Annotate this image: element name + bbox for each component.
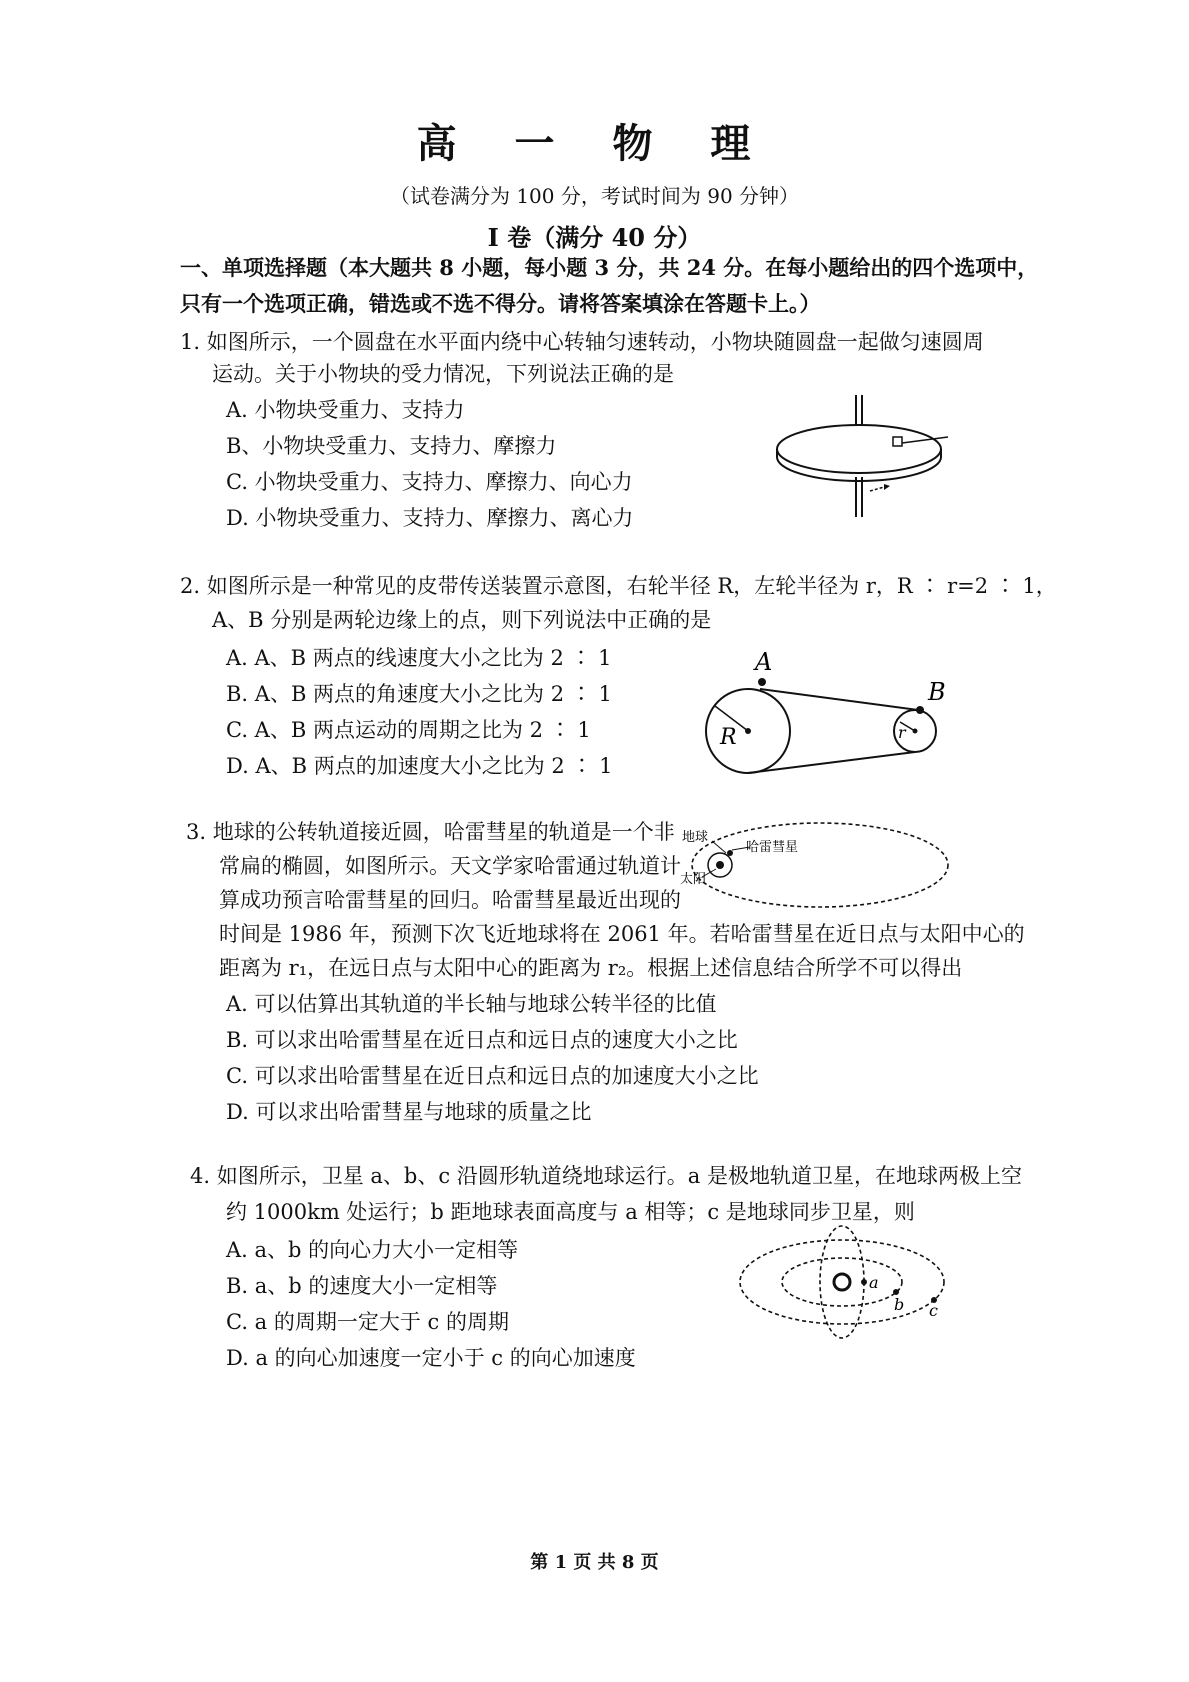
- q1-option-a: A. 小物块受重力、支持力: [226, 398, 465, 422]
- q3-stem-line4: 时间是 1986 年，预测下次飞近地球将在 2061 年。若哈雷彗星在近日点与太阳中心的: [219, 922, 1025, 946]
- q4-option-a: A. a、b 的向心力大小一定相等: [226, 1238, 519, 1262]
- q3-stem-line5: 距离为 r₁，在远日点与太阳中心的距离为 r₂。根据上述信息结合所学不可以得出: [219, 956, 963, 980]
- page-title: 高 一 物 理: [416, 120, 773, 167]
- q4-option-d: D. a 的向心加速度一定小于 c 的向心加速度: [226, 1346, 636, 1370]
- q2-label-big-r: R: [720, 725, 737, 750]
- q3-stem-line2: 常扁的椭圆，如图所示。天文学家哈雷通过轨道计: [219, 854, 681, 878]
- q3-option-a: A. 可以估算出其轨道的半长轴与地球公转半径的比值: [226, 992, 717, 1016]
- q2-belt-drive-figure: [700, 648, 960, 788]
- q1-option-c: C. 小物块受重力、支持力、摩擦力、向心力: [226, 470, 633, 494]
- q1-stem-line2: 运动。关于小物块的受力情况，下列说法正确的是: [212, 362, 674, 386]
- page-number: 第 1 页 共 8 页: [530, 1552, 659, 1573]
- section-title: I 卷（满分 40 分）: [487, 223, 702, 252]
- q2-option-a: A. A、B 两点的线速度大小之比为 2 ∶ 1: [226, 646, 612, 670]
- q4-stem-line2: 约 1000km 处运行；b 距地球表面高度与 a 相等；c 是地球同步卫星，则: [226, 1200, 915, 1224]
- q3-option-c: C. 可以求出哈雷彗星在近日点和远日点的加速度大小之比: [226, 1064, 759, 1088]
- q4-label-a: a: [869, 1273, 879, 1292]
- q4-satellite-orbits-figure: [738, 1230, 958, 1350]
- q3-label-sun: 太阳: [680, 872, 707, 887]
- q2-option-c: C. A、B 两点运动的周期之比为 2 ∶ 1: [226, 718, 591, 742]
- q4-option-c: C. a 的周期一定大于 c 的周期: [226, 1310, 509, 1334]
- exam-info: （试卷满分为 100 分，考试时间为 90 分钟）: [389, 184, 800, 208]
- part1-heading-line2: 只有一个选项正确，错选或不选不得分。请将答案填涂在答题卡上。）: [180, 291, 821, 316]
- q2-option-d: D. A、B 两点的加速度大小之比为 2 ∶ 1: [226, 754, 613, 778]
- q1-option-d: D. 小物块受重力、支持力、摩擦力、离心力: [226, 506, 634, 530]
- q1-rotating-disk-figure: [770, 395, 970, 525]
- q4-option-b: B. a、b 的速度大小一定相等: [226, 1274, 498, 1298]
- q2-label-b: B: [928, 678, 946, 706]
- q4-label-b: b: [894, 1295, 905, 1314]
- q3-option-b: B. 可以求出哈雷彗星在近日点和远日点的速度大小之比: [226, 1028, 738, 1052]
- q1-stem-line1: 1. 如图所示，一个圆盘在水平面内绕中心转轴匀速转动，小物块随圆盘一起做匀速圆周: [180, 330, 984, 354]
- q2-option-b: B. A、B 两点的角速度大小之比为 2 ∶ 1: [226, 682, 612, 706]
- q3-stem-line1: 3. 地球的公转轨道接近圆，哈雷彗星的轨道是一个非: [186, 820, 675, 844]
- q3-comet-orbit-figure: [680, 815, 960, 915]
- q2-stem-line1: 2. 如图所示是一种常见的皮带传送装置示意图，右轮半径 R，左轮半径为 r，R ∶ r=2 ∶ 1，: [180, 574, 1057, 598]
- part1-heading-line1: 一、单项选择题（本大题共 8 小题，每小题 3 分，共 24 分。在每小题给出的四个选项中，: [180, 255, 1039, 280]
- q2-label-a: A: [755, 648, 773, 676]
- q3-stem-line3: 算成功预言哈雷彗星的回归。哈雷彗星最近出现的: [219, 888, 681, 912]
- q2-label-small-r: r: [898, 723, 906, 742]
- q4-stem-line1: 4. 如图所示，卫星 a、b、c 沿圆形轨道绕地球运行。a 是极地轨道卫星，在地球两极上空: [190, 1164, 1022, 1188]
- q2-stem-line2: A、B 分别是两轮边缘上的点，则下列说法中正确的是: [212, 608, 712, 632]
- q3-label-comet: 哈雷彗星: [746, 840, 799, 855]
- q4-label-c: c: [929, 1301, 938, 1320]
- q1-option-b: B、小物块受重力、支持力、摩擦力: [226, 434, 557, 458]
- q3-label-earth: 地球: [682, 830, 709, 845]
- q3-option-d: D. 可以求出哈雷彗星与地球的质量之比: [226, 1100, 592, 1124]
